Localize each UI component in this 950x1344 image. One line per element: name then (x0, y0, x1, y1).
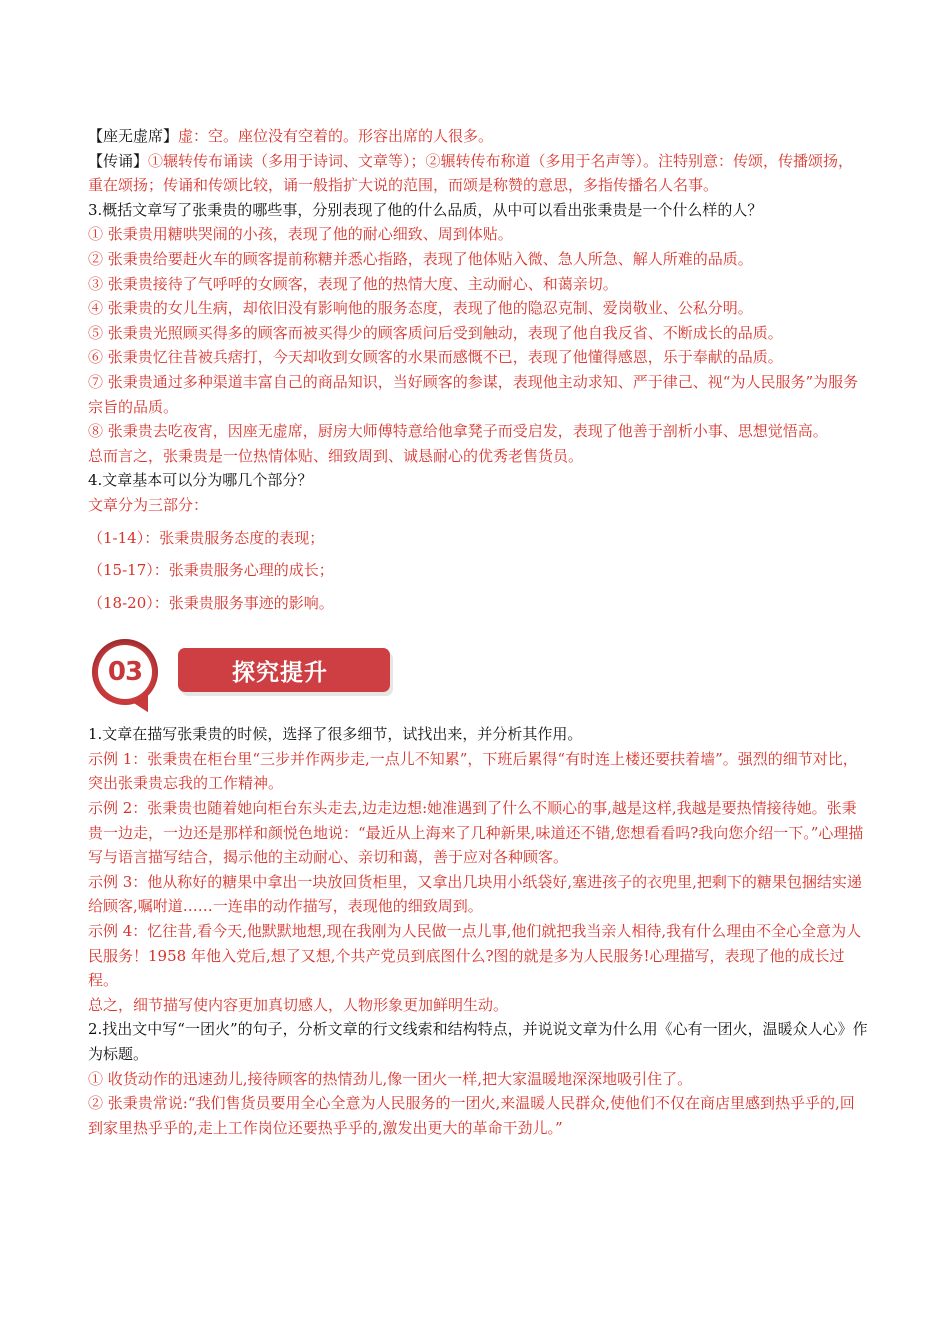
answer-line: ⑧ 张秉贵去吃夜宵，因座无虚席，厨房大师傅特意给他拿凳子而受启发，表现了他善于剖析小事、思想觉悟高。 (88, 422, 828, 441)
document-page (88, 124, 868, 1140)
question-2: 2.找出文中写“一团火”的句子，分析文章的行文线索和结构特点，并说说文章为什么用《心有一团火，温暖众人心》作为标题。 (88, 1020, 868, 1063)
answer-line: ⑦ 张秉贵通过多种渠道丰富自己的商品知识，当好顾客的参谋，表现他主动求知、严于律己、视“为人民服务”为服务宗旨的品质。 (88, 372, 859, 416)
answer-part: （18-20）：张秉贵服务事迹的影响。 (88, 593, 334, 612)
vocab-line-zuowuxuxi (88, 124, 868, 149)
vocab-term: 【传诵】 (88, 151, 149, 170)
section-title: 探究提升 (232, 659, 328, 686)
answer-example: 示例 4：忆往昔,看今天,他默默地想,现在我刚为人民做一点儿事,他们就把我当亲人相待,我有什么理由不全心全意为人民服务！1958 年他入党后,想了又想,个共产党员到底图什么?图的就是多为人民服务!心理描写，表现了他的成长过程。 (88, 922, 862, 990)
answer-line: ⑥ 张秉贵忆往昔被兵痞打，今天却收到女顾客的水果而感慨不已，表现了他懂得感恩，乐于奉献的品质。 (88, 348, 783, 367)
question-4: 4.文章基本可以分为哪几个部分？ (88, 471, 313, 490)
section-banner (88, 636, 868, 714)
question-3: 3.概括文章写了张秉贵的哪些事，分别表现了他的什么品质，从中可以看出张秉贵是一个什么样的人？ (88, 200, 763, 219)
vocab-definition: 虚：空。座位没有空着的。形容出席的人很多。 (178, 127, 494, 145)
answer-example: 示例 3：他从称好的糖果中拿出一块放回货柜里，又拿出几块用小纸袋好,塞进孩子的衣兜里,把剩下的糖果包捆结实递给顾客,嘱咐道……一连串的动作描写，表现他的细致周到。 (88, 872, 862, 916)
answer-intro: 文章分为三部分： (88, 495, 209, 514)
answer-line: ① 收货动作的迅速劲儿,接待顾客的热情劲儿,像一团火一样,把大家温暖地深深地吸引住了。 (88, 1069, 693, 1088)
vocab-term: 【座无虚席】 (88, 127, 179, 145)
badge-inner-circle (98, 645, 152, 699)
answer-summary: 总而言之，张秉贵是一位热情体贴、细致周到、诚恳耐心的优秀老售货员。 (88, 446, 584, 465)
answer-line: ⑤ 张秉贵光照顾买得多的顾客而被买得少的顾客质问后受到触动，表现了他自我反省、不断成长的品质。 (88, 323, 783, 342)
answer-line: ③ 张秉贵接待了气呼呼的女顾客，表现了他的热情大度、主动耐心、和蔼亲切。 (88, 274, 618, 293)
answer-line: ② 张秉贵给要赶火车的顾客提前称糖并悉心指路，表现了他体贴入微、急人所急、解人所难的品质。 (88, 249, 753, 268)
vocab-line-chuansong (88, 149, 868, 198)
section-number: 03 (107, 657, 143, 688)
answer-line: ① 张秉贵用糖哄哭闹的小孩，表现了他的耐心细致、周到体贴。 (88, 225, 513, 244)
answer-line: ② 张秉贵常说:“我们售货员要用全心全意为人民服务的一团火,来温暖人民群众,使他们不仅在商店里感到热乎乎的,回到家里热乎乎的,走上工作岗位还要热乎乎的,激发出更大的革命干劲儿。” (88, 1094, 855, 1137)
answer-line: ④ 张秉贵的女儿生病，却依旧没有影响他的服务态度，表现了他的隐忍克制、爱岗敬业、公私分明。 (88, 299, 753, 318)
section-number-badge (92, 639, 158, 705)
answer-example: 示例 1：张秉贵在柜台里“三步并作两步走,一点儿不知累”，下班后累得“有时连上楼还要扶着墙”。强烈的细节对比，突出张秉贵忘我的工作精神。 (88, 749, 858, 793)
question-1: 1.文章在描写张秉贵的时候，选择了很多细节，试找出来，并分析其作用。 (88, 725, 583, 744)
answer-part: （1-14）：张秉贵服务态度的表现； (88, 528, 325, 547)
answer-summary: 总之，细节描写使内容更加真切感人，人物形象更加鲜明生动。 (88, 995, 509, 1014)
section-title-tag (178, 648, 390, 692)
answer-part: （15-17）：张秉贵服务心理的成长； (88, 561, 334, 580)
answer-example: 示例 2：张秉贵也随着她向柜台东头走去,边走边想:她准遇到了什么不顺心的事,越是这样,我越是要热情接待她。张秉贵一边走，一边还是那样和颜悦色地说：“最近从上海来了几种新果,味道还不错,您想看看吗?我向您介绍一下。”心理描写与语言描写结合，揭示他的主动耐心、亲切和蔼，善于应对各种顾客。 (88, 799, 864, 867)
vocab-definition: ①辗转传布诵读（多用于诗词、文章等）；②辗转传布称道（多用于名声等）。注特别意：传颂，传播颂扬，重在颂扬；传诵和传颂比较，诵一般指扩大说的范围，而颂是称赞的意思，多指传播名人名事。 (88, 151, 854, 195)
